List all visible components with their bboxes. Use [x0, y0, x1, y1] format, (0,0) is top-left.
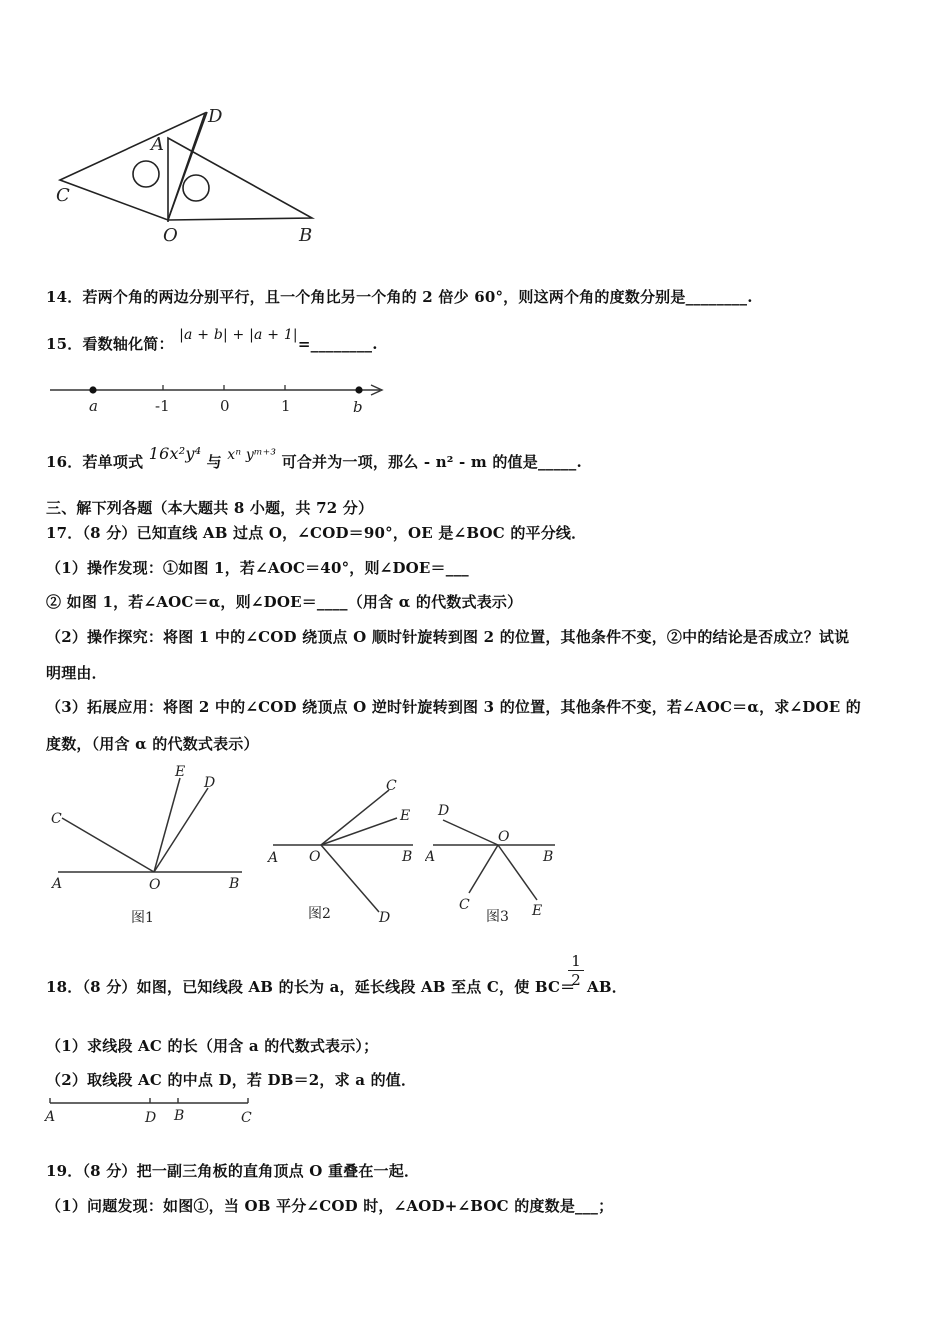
- label-D: D: [379, 910, 391, 926]
- question-15: [46, 327, 378, 354]
- question-17-head: 17．（8 分）已知直线 AB 过点 O，∠COD＝90°，OE 是∠BOC 的平分线．: [46, 524, 587, 542]
- question-18-part2: （2）取线段 AC 的中点 D，若 DB＝2，求 a 的值．: [46, 1071, 417, 1089]
- question-18-head: [46, 976, 575, 997]
- label-O: O: [309, 849, 321, 865]
- answer-blank: ________: [310, 335, 373, 353]
- segment-figure-q18: [44, 1095, 264, 1129]
- label-C: C: [56, 185, 70, 206]
- tick-label-b: b: [353, 398, 363, 416]
- question-17-part2: （2）操作探究：将图 1 中的∠COD 绕顶点 O 顺时针旋转到图 2 的位置，其他条件不变，②中的结论是否成立？试说: [46, 628, 850, 646]
- figure-q13-triangles: [50, 100, 340, 250]
- question-17-part3-cont: 度数，（用含 α 的代数式表示）: [46, 735, 259, 753]
- figure-caption: 图3: [486, 909, 509, 925]
- question-17-part3: （3）拓展应用：将图 2 中的∠COD 绕顶点 O 逆时针旋转到图 3 的位置，其他条件不变，若∠AOC＝α，求∠DOE 的: [46, 698, 861, 716]
- label-A: A: [268, 850, 279, 866]
- question-19-part1: （1）问题发现：如图①，当 OB 平分∠COD 时，∠AOD+∠BOC 的度数是___；: [46, 1197, 614, 1215]
- question-number: 14．: [46, 288, 83, 306]
- label-D: D: [145, 1110, 157, 1126]
- fraction-numerator: 1: [571, 952, 581, 970]
- equals: =: [297, 335, 311, 353]
- tick-label-1: 1: [281, 397, 291, 415]
- question-18-part1: （1）求线段 AC 的长（用含 a 的代数式表示）；: [46, 1037, 379, 1055]
- tick-label-a: a: [89, 397, 98, 415]
- abs-expression: |a + b| + |a + 1|: [179, 327, 298, 343]
- label-E: E: [175, 764, 186, 780]
- label-E: E: [400, 808, 411, 824]
- monomial-2: xⁿ yᵐ⁺³: [227, 447, 277, 463]
- label-B: B: [229, 876, 240, 892]
- answer-blank: ________: [685, 288, 748, 306]
- question-14: [46, 286, 753, 307]
- question-17-part2-cont: 明理由．: [46, 664, 107, 682]
- question-17-part1b: ② 如图 1，若∠AOC＝α，则∠DOE＝____（用含 α 的代数式表示）: [46, 593, 523, 611]
- question-18-tail: AB．: [587, 978, 627, 996]
- tick-label-0: 0: [220, 397, 230, 415]
- label-D: D: [204, 775, 216, 791]
- number-line-q15: [46, 378, 391, 418]
- label-O: O: [498, 829, 510, 845]
- label-A: A: [45, 1109, 56, 1125]
- figure-17-3: [425, 795, 565, 930]
- question-text-2: 可合并为一项，那么 - n² - m 的值是: [281, 453, 538, 471]
- figure-17-2: [265, 770, 425, 930]
- question-16: [46, 444, 582, 472]
- tick-label-minus1: -1: [155, 397, 170, 415]
- label-C: C: [241, 1110, 252, 1126]
- label-A: A: [425, 849, 436, 865]
- label-C: C: [459, 897, 470, 913]
- figure-17-1: [46, 760, 256, 930]
- label-A: A: [151, 134, 164, 155]
- label-A: A: [52, 876, 63, 892]
- connector-with: 与: [206, 453, 222, 471]
- label-B: B: [402, 849, 413, 865]
- label-C: C: [51, 811, 62, 827]
- question-text: 若单项式: [82, 453, 144, 471]
- period: .: [576, 453, 582, 471]
- label-B: B: [299, 225, 313, 246]
- label-D: D: [208, 106, 223, 127]
- question-number: 16．: [46, 453, 83, 471]
- figure-caption: 图2: [308, 906, 331, 922]
- period: .: [747, 288, 753, 306]
- question-17-part1: （1）操作发现：①如图 1，若∠AOC＝40°，则∠DOE＝___: [46, 559, 469, 577]
- question-19-head: 19．（8 分）把一副三角板的直角顶点 O 重叠在一起．: [46, 1162, 420, 1180]
- section-title: 三、解下列各题（本大题共 8 小题，共 72 分）: [46, 499, 374, 517]
- label-O: O: [149, 877, 161, 893]
- fraction-one-half: [568, 952, 584, 989]
- fraction-denominator: 2: [568, 970, 584, 989]
- label-C: C: [386, 778, 397, 794]
- monomial-1: 16x²y⁴: [148, 444, 202, 463]
- figure-caption: 图1: [131, 910, 154, 926]
- question-text: 看数轴化简：: [82, 335, 174, 353]
- period: .: [372, 335, 378, 353]
- question-text: 若两个角的两边分别平行，且一个角比另一个角的 2 倍少 60°，则这两个角的度数分别是: [82, 288, 686, 306]
- label-B: B: [543, 849, 554, 865]
- label-B: B: [174, 1108, 185, 1124]
- answer-blank: _____: [537, 453, 577, 471]
- label-E: E: [532, 903, 543, 919]
- question-number: 15．: [46, 335, 83, 353]
- question-text: 18．（8 分）如图，已知线段 AB 的长为 a，延长线段 AB 至点 C，使 BC＝: [46, 978, 576, 996]
- label-D: D: [438, 803, 450, 819]
- label-O: O: [163, 225, 178, 246]
